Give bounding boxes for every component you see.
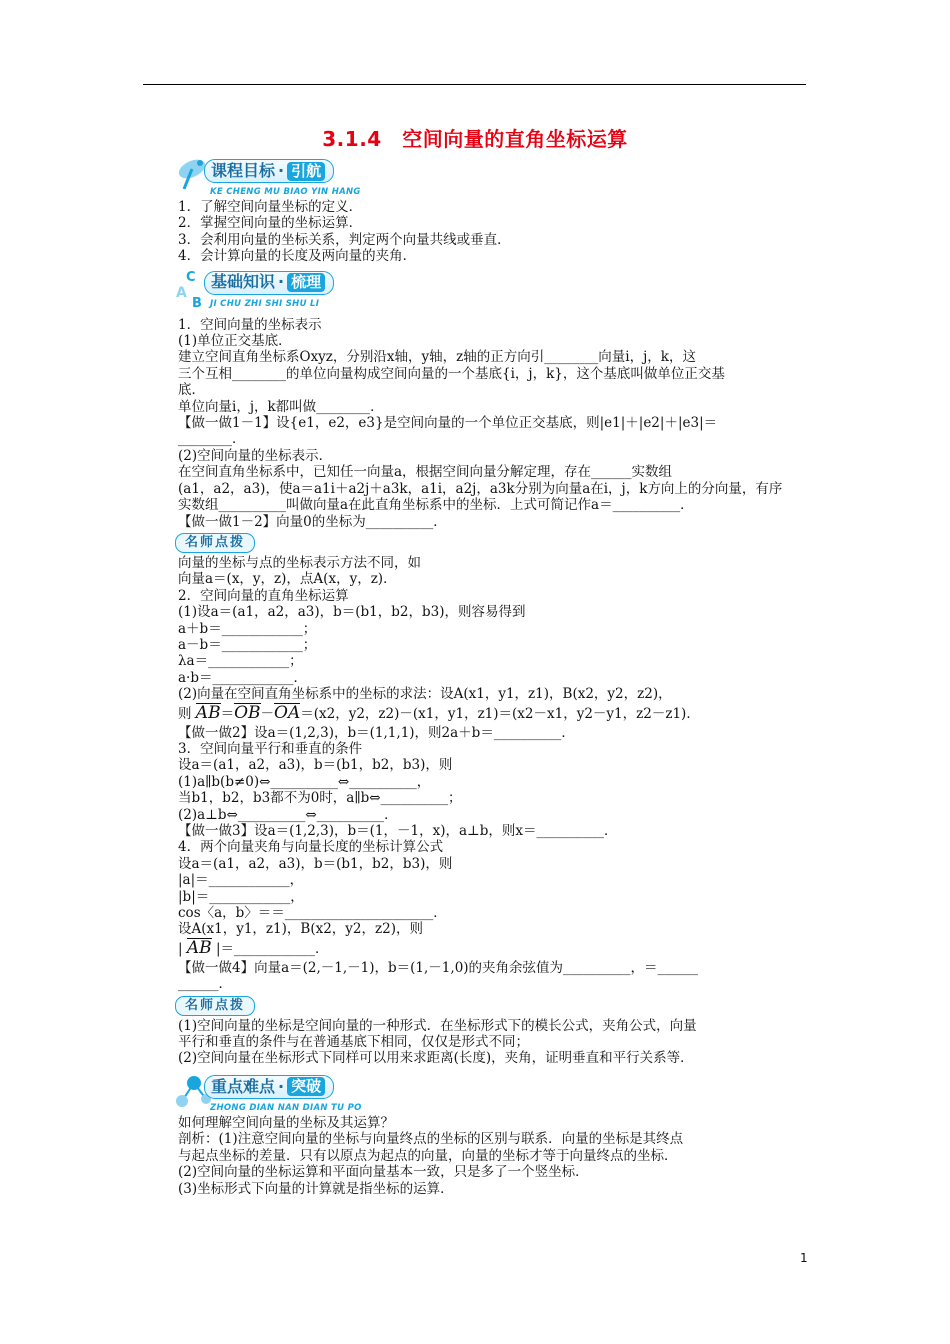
vector-ob: OB	[234, 702, 261, 723]
exercise-line: 【做一做4】向量a＝(2,－1,－1)，b＝(1,－1,0)的夹角余弦值为__________，＝______	[178, 959, 699, 976]
text-line: 2．空间向量的直角坐标运算	[178, 587, 349, 604]
exercise-line: ______．	[178, 976, 232, 993]
basics-label: 基础知识	[211, 272, 276, 292]
text-line: 1．空间向量的坐标表示	[178, 316, 322, 333]
text-line: (2)向量在空间直角坐标系中的坐标的求法：设A(x1，y1，z1)，B(x2，y2，z2)，	[178, 686, 672, 703]
tip-badge: 名师点拨	[175, 533, 255, 553]
text-line: |b|＝____________，	[178, 888, 304, 905]
text-line: (2)空间向量的坐标表示．	[178, 447, 333, 464]
document-body	[178, 155, 808, 1197]
basics-badge: 基础知识 · 梳理	[204, 271, 334, 295]
goals-tag: 引航	[287, 162, 325, 181]
text-line: 如何理解空间向量的坐标及其运算？	[178, 1114, 394, 1131]
goal-line: 3．会利用向量的坐标关系，判定两个向量共线或垂直．	[178, 231, 511, 248]
text-line: 当b1，b2，b3都不为0时，a∥b⇔__________；	[178, 790, 462, 807]
text-line: 三个互相________的单位向量构成空间向量的一个基底{i，j，k}，这个基底叫做单位正交基	[178, 365, 725, 382]
header-rule	[143, 84, 806, 85]
tip-line: 向量a＝(x，y，z)，点A(x，y，z)．	[178, 571, 397, 588]
text-line: a－b＝____________；	[178, 636, 317, 653]
page-title: 3.1.4 空间向量的直角坐标运算	[322, 127, 628, 151]
key-label: 重点难点	[211, 1076, 276, 1096]
goal-line: 4．会计算向量的长度及两向量的夹角．	[178, 248, 417, 265]
text-line: 4．两个向量夹角与向量长度的坐标计算公式	[178, 839, 444, 856]
text-line: 3．空间向量平行和垂直的条件	[178, 740, 363, 757]
vector-ab: AB	[186, 937, 212, 958]
tip-line: 向量的坐标与点的坐标表示方法不同，如	[178, 554, 421, 571]
goals-pinyin: KE CHENG MU BIAO YIN HANG	[210, 187, 361, 197]
goal-line: 2．掌握空间向量的坐标运算．	[178, 215, 363, 232]
section-banner-basics	[174, 267, 404, 311]
text-line: a＋b＝____________；	[178, 620, 317, 637]
section-banner-key	[174, 1071, 404, 1115]
text-line: cos〈a，b〉＝＝______________________．	[178, 905, 447, 922]
text-line: 建立空间直角坐标系Oxyz，分别沿x轴，y轴，z轴的正方向引________向量i，j，k，这	[178, 349, 696, 366]
exercise-line: ________．	[178, 431, 246, 448]
text-line: λa＝____________；	[178, 653, 303, 670]
tip-line: (1)空间向量的坐标是空间向量的一种形式．在坐标形式下的模长公式，夹角公式，向量	[178, 1017, 697, 1034]
basics-pinyin: JI CHU ZHI SHI SHU LI	[210, 298, 320, 309]
text-line: (1)单位正交基底．	[178, 333, 292, 350]
vector-oa: OA	[274, 702, 301, 723]
exercise-line: 【做一做3】设a＝(1,2,3)，b＝(1，－1，x)，a⊥b，则x＝__________．	[178, 823, 618, 839]
section-banner-goals	[174, 155, 404, 199]
text-line: 实数组__________叫做向量a在此直角坐标系中的坐标．上式可简记作a＝__________．	[178, 497, 694, 514]
goals-label: 课程目标	[211, 160, 276, 180]
svg-text:A: A	[176, 284, 187, 301]
tip-line: 平行和垂直的条件与在普通基底下相同，仅仅是形式不同；	[178, 1034, 529, 1051]
text-line: 设a＝(a1，a2，a3)，b＝(b1，b2，b3)，则	[178, 757, 453, 774]
ab-length-line: | AB |＝____________．	[178, 937, 329, 958]
text-line: 设A(x1，y1，z1)，B(x2，y2，z2)，则	[178, 921, 423, 938]
text-line: (a1，a2，a3)，使a＝a1i＋a2j＋a3k，a1i，a2j，a3k分别为向量a在i，j，k方向上的分向量，有序	[178, 480, 783, 497]
text-line: (3)坐标形式下向量的计算就是指坐标的运算．	[178, 1180, 454, 1197]
tip-line: (2)空间向量在坐标形式下同样可以用来求距离(长度)，夹角，证明垂直和平行关系等．	[178, 1050, 694, 1067]
text-line: 在空间直角坐标系中，已知任一向量a，根据空间向量分解定理，存在______实数组	[178, 464, 673, 481]
text-line: 设a＝(a1，a2，a3)，b＝(b1，b2，b3)，则	[178, 855, 453, 872]
page-number: 1	[800, 1251, 808, 1265]
text-line: 底．	[178, 382, 205, 399]
text-line: a·b＝____________．	[178, 669, 307, 686]
text-line: |a|＝____________，	[178, 872, 304, 889]
vector-ab: AB	[195, 702, 221, 723]
text-line: 单位向量i，j，k都叫做________．	[178, 398, 384, 415]
key-pinyin: ZHONG DIAN NAN DIAN TU PO	[210, 1102, 362, 1113]
tip-badge: 名师点拨	[175, 996, 255, 1016]
exercise-line: 【做一做2】设a＝(1,2,3)，b＝(1,1,1)，则2a＋b＝__________．	[178, 724, 575, 741]
text-line: 与起点坐标的差量．只有以原点为起点的向量，向量的坐标才等于向量终点的坐标．	[178, 1147, 678, 1164]
key-tag: 突破	[287, 1077, 325, 1096]
exercise-line: 【做一做1－2】向量0的坐标为__________．	[178, 513, 447, 530]
goal-line: 1．了解空间向量坐标的定义．	[178, 199, 363, 215]
text-line: (1)设a＝(a1，a2，a3)，b＝(b1，b2，b3)，则容易得到	[178, 604, 526, 621]
svg-text:B: B	[192, 295, 202, 311]
goals-badge: 课程目标 · 引航	[204, 159, 334, 183]
text-line: (2)a⊥b⇔__________⇔__________．	[178, 806, 398, 823]
exercise-line: 【做一做1－1】设{e1，e2，e3}是空间向量的一个单位正交基底，则|e1|＋|e2|＋|e3|＝	[178, 415, 718, 432]
text-line: (1)a∥b(b≠0)⇔__________⇔__________，	[178, 773, 431, 790]
svg-text:C: C	[186, 269, 196, 285]
ab-formula-line: 则 AB＝OB－OA＝(x2，y2，z2)－(x1，y1，z1)＝(x2－x1，y2－y1，z2－z1)．	[178, 702, 700, 723]
text-line: 剖析：(1)注意空间向量的坐标与向量终点的坐标的区别与联系．向量的坐标是其终点	[178, 1131, 684, 1148]
key-badge: 重点难点 · 突破	[204, 1075, 334, 1099]
text-line: (2)空间向量的坐标运算和平面向量基本一致，只是多了一个竖坐标．	[178, 1164, 589, 1181]
basics-tag: 梳理	[287, 273, 325, 292]
